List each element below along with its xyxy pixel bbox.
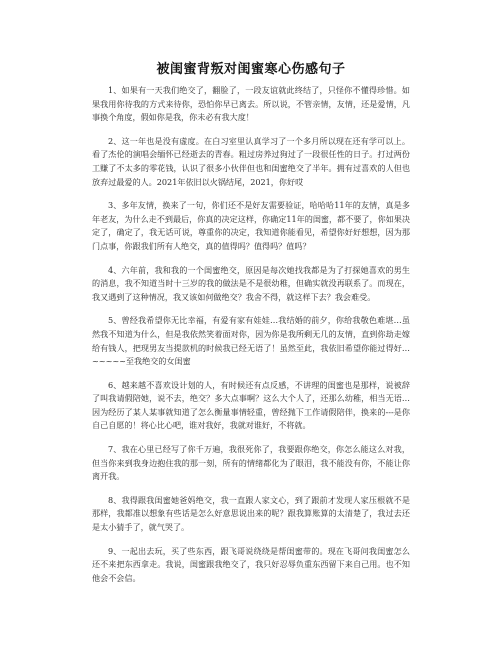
paragraph-1: 1、如果有一天我们绝交了，翻脸了，一段友谊就此终结了，只怪你不懂得珍惜。如果我用你待我的方式来待你，恐怕你早已离去。所以说，不管亲情，友情，还是爱情，凡事换个角度，假如你是我，你未必有我大度！ <box>92 85 410 123</box>
paragraph-5: 5、曾经我希望你无比幸福，有爱有家有娃娃…我结婚的前夕，你给我敬色难堪…虽然我不知道为什么，但是我依然笑着面对你，因为你是我所剩无几的友情，直到你劫走嫁给有钱人，把现男友当提款机的时候我已经无语了！虽然至此，我依旧希望你能过得好…~~~~~至我绝交的女闺蜜 <box>92 315 410 367</box>
paragraph-7: 7、我在心里已经写了你千万遍，我很死你了，我要跟你绝交，你怎么能这么对我，但当你来到我身边抱住我的那一刻，所有的情绪都化为了眼泪，我不能没有你，不能让你离开我。 <box>92 444 410 482</box>
document-body <box>92 84 410 595</box>
paragraph-4: 4、六年前，我和我的一个闺蜜绝交，原因是每次她找我都是为了打探她喜欢的男生的消息，我不知道当时十三岁的我的做法是不是很幼稚，但确实就没再联系了。而现在，我又遇到了这种情况，我又该如何做绝交？我舍不得，就这样下去？我会难受。 <box>92 264 410 302</box>
paragraph-9: 9、一起出去玩，买了些东西，跟飞哥说绕绕是帮闺蜜带的。现在飞哥问我闺蜜怎么还不来把东西拿走。我说，闺蜜跟我绝交了，我只好忍辱负重东西留下来自己用。也不知他会不会信。 <box>92 545 410 583</box>
document-title: 被闺蜜背叛对闺蜜寒心伤感句子 <box>156 62 346 77</box>
paragraph-6: 6、越来越不喜欢设计划的人，有时候还有点反感，不讲理的闺蜜也是那样，说被辞了叫我请假陪她，说不去，绝交？多大点事啊？这么大个人了，还那么幼稚，相当无语…因为经历了某人某事就知道了怎么衡量事情轻重，曾经抛下工作请假陪伴，换来的---是你自己自愿的！将心比心吧，谁对我好，我就对谁好，不将就。 <box>92 379 410 431</box>
paragraph-3: 3、多年友情，换来了一句，你们还不是好友需要验证，哈哈哈11年的友情，真是多年老友，为什么走不到最后，你真的决定这样，你确定11年的闺蜜，都不要了，你如果决定了，确定了，我无话可说，尊重你的决定，我知道你能看见，希望你好好想想，因为那门点事，你跟我们所有人绝交，真的值得吗？值得吗？值吗？ <box>92 200 410 251</box>
paragraph-8: 8、我得跟我闺蜜她爸妈绝交，我一直跟人家文心，到了跟前才发现人家压根就不是那样，我都准以想象有些话是怎么好意思说出来的呢？跟我算账算的太清楚了，我过去还是太小猜手了，就气哭了。 <box>92 494 410 533</box>
paragraph-2: 2、这一年也是没有虚度。在白习室里认真学习了一个多月所以现在还有学可以上。看了杰伦的演唱会缅怀已经逝去的青春。粗过房养过狗过了一段很任性的日子。打过两份工赚了不太多的零花钱，认识了很多小伙伴但也和闺蜜绝交了半年。拥有过喜欢的人但也放弃过最爱的人。2021年依旧以火锅结尾，2021，你好哎 <box>92 135 410 187</box>
